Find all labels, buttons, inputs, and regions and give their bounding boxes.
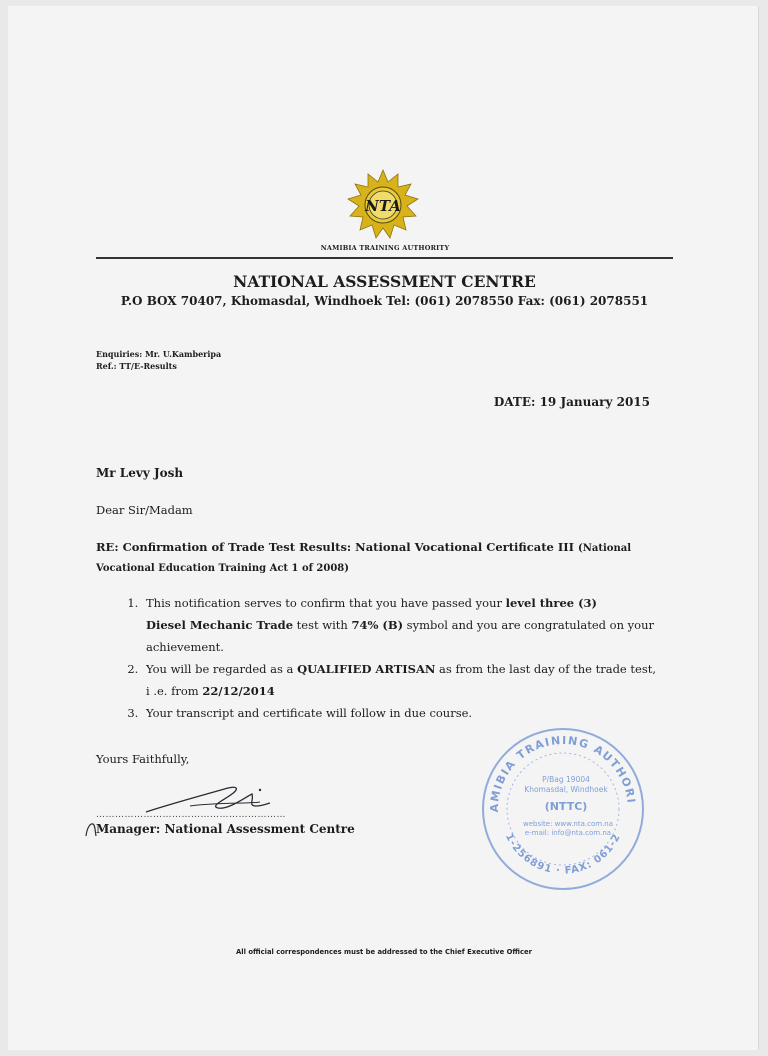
signatory-title: Manager: National Assessment Centre — [96, 822, 355, 836]
header-address: P.O BOX 70407, Khomasdal, Windhoek Tel: (061) 2078550 Fax: (061) 2078551 — [120, 294, 649, 308]
official-stamp — [478, 724, 648, 894]
closing: Yours Faithfully, — [96, 752, 190, 766]
svg-text:P/Bag 19004: P/Bag 19004 — [542, 775, 590, 784]
svg-text:(NTTC): (NTTC) — [544, 800, 588, 813]
letter-date: DATE: 19 January 2015 — [493, 395, 650, 409]
signature-line: …………………………………………………… — [96, 810, 286, 820]
footer-note: All official correspondences must be addressed to the Chief Executive Officer — [236, 948, 532, 956]
recipient-name: Mr Levy Josh — [96, 466, 184, 480]
nta-logo — [338, 168, 428, 240]
stamp-arc-bottom: 1-256891 · FAX: 061-2 — [502, 832, 624, 877]
subject-main: RE: Confirmation of Trade Test Results: National Vocational Certificate III — [96, 540, 575, 554]
page-title: NATIONAL ASSESSMENT CENTRE — [233, 272, 536, 291]
svg-text:e-mail: info@nta.com.na: e-mail: info@nta.com.na — [524, 829, 612, 837]
reference: Ref.: TT/E-Results — [96, 361, 177, 371]
list-item: 2. You will be regarded as a QUALIFIED ARTISAN as from the last day of the trade test, i .e. from 22/12/2014 — [142, 658, 702, 702]
list-item: 1. This notification serves to confirm that you have passed your level three (3) Diesel Mechanic Trade test with 74% (B) symbol and you are congratulated on your achievement. — [142, 592, 702, 658]
svg-text:Khomasdal, Windhoek: Khomasdal, Windhoek — [524, 785, 608, 794]
organization-name: NAMIBIA TRAINING AUTHORITY — [320, 244, 450, 252]
enquiries: Enquiries: Mr. U.Kamberipa — [96, 349, 222, 359]
stamp-arc-top: AMIBIA TRAINING AUTHORI — [487, 733, 638, 813]
salutation: Dear Sir/Madam — [96, 503, 193, 517]
header-divider — [96, 257, 673, 259]
result-items — [96, 592, 702, 724]
list-item: 3. Your transcript and certificate will follow in due course. — [142, 702, 702, 724]
logo-text: NTA — [365, 197, 401, 215]
svg-text:website: www.nta.com.na: website: www.nta.com.na — [522, 820, 614, 828]
subject-act: (National Vocational Education Training Act 1 of 2008) — [96, 543, 632, 574]
subject-line — [96, 538, 676, 578]
